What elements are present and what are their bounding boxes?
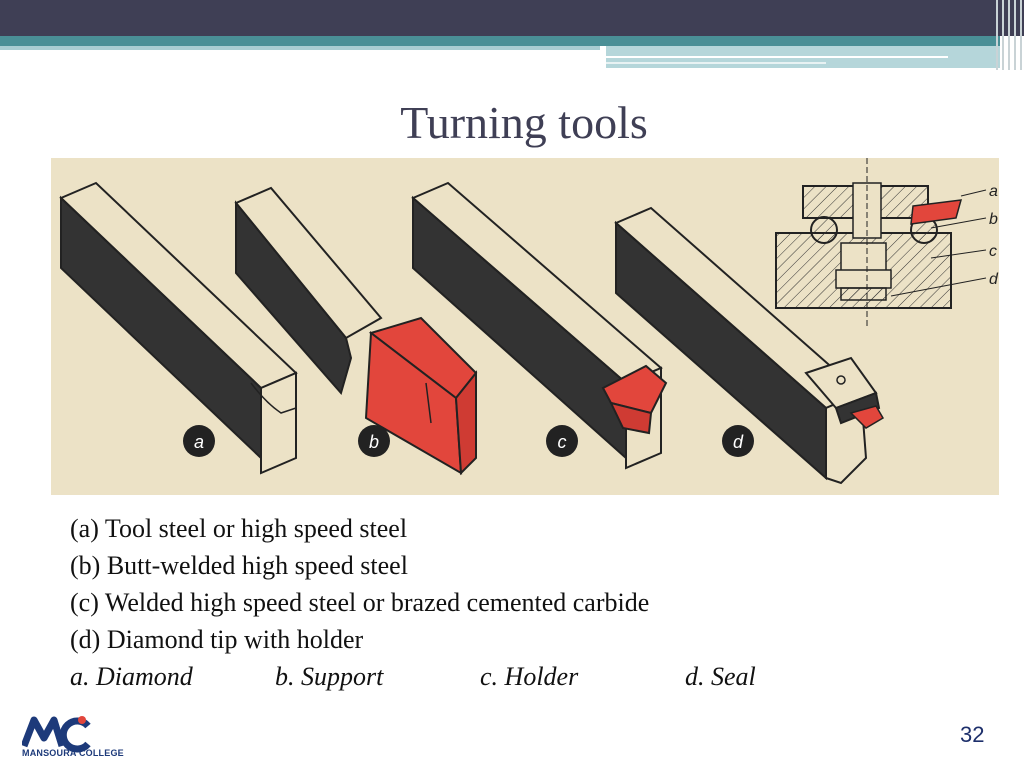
tool-label-b: [358, 425, 390, 457]
svg-text:a: a: [989, 183, 998, 200]
caption-b: (b) Butt-welded high speed steel: [70, 551, 408, 580]
cross-section-detail: [776, 158, 999, 328]
svg-text:c: c: [989, 243, 997, 260]
tool-label-d: [722, 425, 754, 457]
header-bar: [0, 0, 1024, 36]
detail-legend: [70, 658, 950, 695]
header-stripes: [994, 0, 1024, 70]
page-number: 32: [960, 722, 985, 747]
caption-a: (a) Tool steel or high speed steel: [70, 514, 408, 543]
tool-label-a: [183, 425, 215, 457]
turning-tools-figure: [51, 158, 999, 495]
legend-d: d. Seal: [685, 662, 756, 691]
svg-text:a: a: [193, 432, 205, 452]
header-accent-bar: [0, 36, 1000, 46]
caption-list: [70, 510, 950, 695]
svg-text:d: d: [989, 271, 998, 288]
caption-c: (c) Welded high speed steel or brazed cemented carbide: [70, 588, 650, 617]
legend-a: a. Diamond: [70, 662, 193, 691]
logo-text: MANSOURA COLLEGE: [22, 748, 124, 758]
header-thin-line-2: [606, 62, 826, 64]
legend-b: b. Support: [275, 662, 384, 691]
svg-text:b: b: [368, 432, 380, 452]
tools-illustration: [51, 158, 999, 495]
svg-text:c: c: [557, 432, 567, 452]
legend-c: c. Holder: [480, 662, 579, 691]
slide-title: Turning tools: [400, 97, 648, 148]
header-accent-line: [0, 46, 600, 50]
svg-text:d: d: [732, 432, 744, 452]
caption-d: (d) Diamond tip with holder: [70, 625, 364, 654]
svg-text:b: b: [989, 211, 998, 228]
tool-label-c: [546, 425, 578, 457]
header-thin-line: [606, 56, 948, 58]
